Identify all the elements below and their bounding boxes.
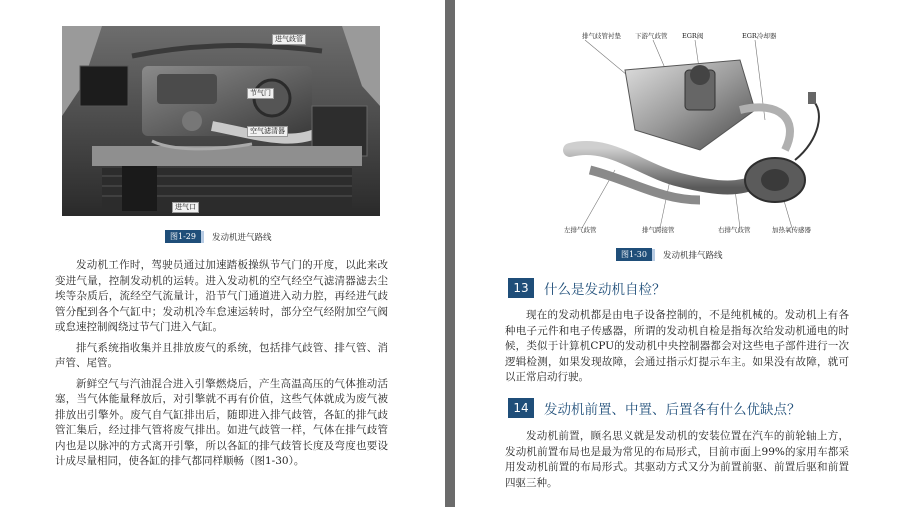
book-spine	[445, 0, 455, 507]
callout-crossover-pipe: 排气跨接管	[642, 226, 675, 234]
left-body-text	[55, 258, 388, 475]
callout-air-filter: 空气滤清器	[247, 126, 288, 137]
paragraph: 现在的发动机都是由电子设备控制的，不是纯机械的。发动机上有各种电子元件和电子传感器，所谓的发动机自检是指每次给发动机通电的时候，类似于计算机CPU的发动机中央控制器都会对这些电子部件进行一次逻辑检测，如果发现故障，会通过指示灯提示车主。如果没有故障，就可以正常启动行驶。	[505, 309, 849, 383]
paragraph: 发动机前置，顾名思义就是发动机的安装位置在汽车的前轮轴上方，发动机前置布局也是最为常见的布局形式，目前市面上99%的家用车都采用发动机前置的布局形式。其驱动方式又分为前置前驱、前置后驱和前置四驱三种。	[505, 430, 849, 489]
section-13-body	[505, 308, 849, 391]
section-title: 发动机前置、中置、后置各有什么优缺点？	[544, 402, 801, 418]
callout-manifold-gasket: 排气歧管衬垫	[582, 32, 621, 40]
caption-accent-bar	[201, 231, 204, 243]
callout-downstream-manifold: 下游气歧管	[635, 32, 668, 40]
callout-throttle: 节气门	[247, 88, 274, 99]
figure-number: 图1-30	[616, 248, 652, 261]
paragraph: 新鲜空气与汽油混合进入引擎燃烧后，产生高温高压的气体推动活塞，当气体能量释放后，对引擎就不再有价值，这些气体就成为废气被排放出引擎外。废气自气缸排出后，随即进入排气歧管，各缸的排气歧管汇集后，经过排气管将废气排出。如进气歧管一样，气体在排气歧管内也是以脉冲的方式离开引擎，所以各缸的排气歧管长度及弯度也要设计成尽量相同，使各缸的排气都同样顺畅（图1-30）。	[55, 377, 388, 467]
exhaust-system-illustration	[550, 30, 850, 238]
callout-right-manifold: 右排气歧管	[718, 226, 751, 234]
paragraph: 发动机工作时，驾驶员通过加速踏板操纵节气门的开度，以此来改变进气量，控制发动机的运转。进入发动机的空气经空气滤清器滤去尘埃等杂质后，流经空气流量计，沿节气门通道进入动力腔，再经进气歧管分配到各个气缸中；发动机冷车怠速运转时，部分空气经附加空气阀或怠速控制阀绕过节气门进入气缸。	[55, 259, 388, 333]
figure-number: 图1-29	[165, 230, 201, 243]
callout-left-manifold: 左排气歧管	[564, 226, 597, 234]
section-14-body	[505, 429, 849, 496]
callout-egr-valve: EGR阀	[682, 32, 704, 40]
exhaust-system-photo	[550, 30, 850, 238]
left-page	[0, 0, 445, 507]
callout-intake-manifold: 进气歧管	[272, 34, 306, 45]
section-number: 13	[508, 278, 534, 298]
caption-accent-bar	[652, 249, 655, 261]
callout-egr-cooler: EGR冷却器	[742, 32, 777, 40]
figure-title: 发动机进气路线	[211, 232, 272, 243]
engine-bay-photo	[62, 26, 380, 216]
section-13-heading	[508, 278, 666, 298]
figure-1-29-caption	[165, 230, 272, 243]
section-number: 14	[508, 398, 534, 418]
figure-title: 发动机排气路线	[662, 250, 723, 261]
figure-1-30-caption	[616, 248, 723, 261]
callout-heated-o2-sensor: 加热氧传感器	[772, 226, 811, 234]
engine-bay-illustration	[62, 26, 380, 216]
paragraph: 排气系统指收集并且排放废气的系统，包括排气歧管、排气管、消声管、尾管。	[55, 341, 388, 369]
callout-air-inlet: 进气口	[172, 202, 199, 213]
section-14-heading	[508, 398, 801, 418]
section-title: 什么是发动机自检？	[544, 282, 666, 298]
